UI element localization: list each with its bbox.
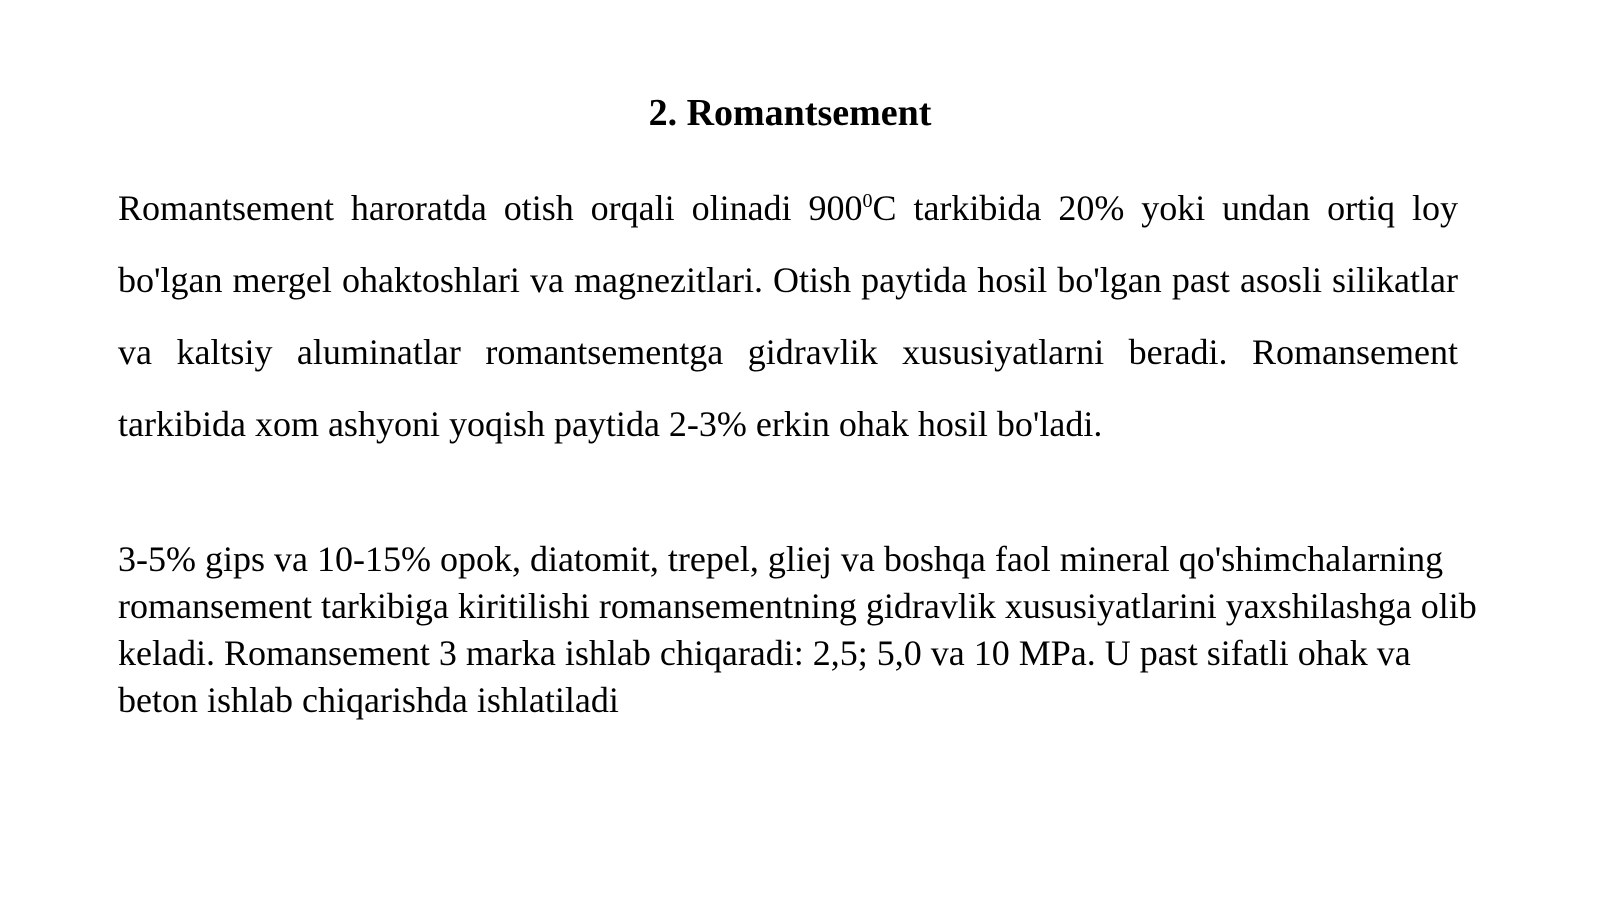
paragraph-1 <box>118 172 1458 460</box>
paragraph-1-text-start: Romantsement haroratda otish orqali olinadi 900 <box>118 188 863 228</box>
paragraph-1-text-end: C tarkibida 20% yoki undan ortiq loy bo'lgan mergel ohaktoshlari va magnezitlari. Otish paytida hosil bo'lgan past asosli silikatlar va kaltsiy aluminatlar romantsementga gidravlik xususiyatlarni beradi. Romansement tarkibida xom ashyoni yoqish paytida 2-3% erkin ohak hosil bo'ladi. <box>118 188 1458 444</box>
degree-superscript: 0 <box>862 190 873 212</box>
slide-title: 2. Romantsement <box>648 92 932 134</box>
paragraph-2: 3-5% gips va 10-15% opok, diatomit, trepel, gliej va boshqa faol mineral qo'shimchalarning romansement tarkibiga kiritilishi romansementning gidravlik xususiyatlarini yaxshilashga olib keladi. Romansement 3 marka ishlab chiqaradi: 2,5; 5,0 va 10 MPa. U past sifatli ohak va beton ishlab chiqarishda ishlatiladi <box>118 539 1477 720</box>
